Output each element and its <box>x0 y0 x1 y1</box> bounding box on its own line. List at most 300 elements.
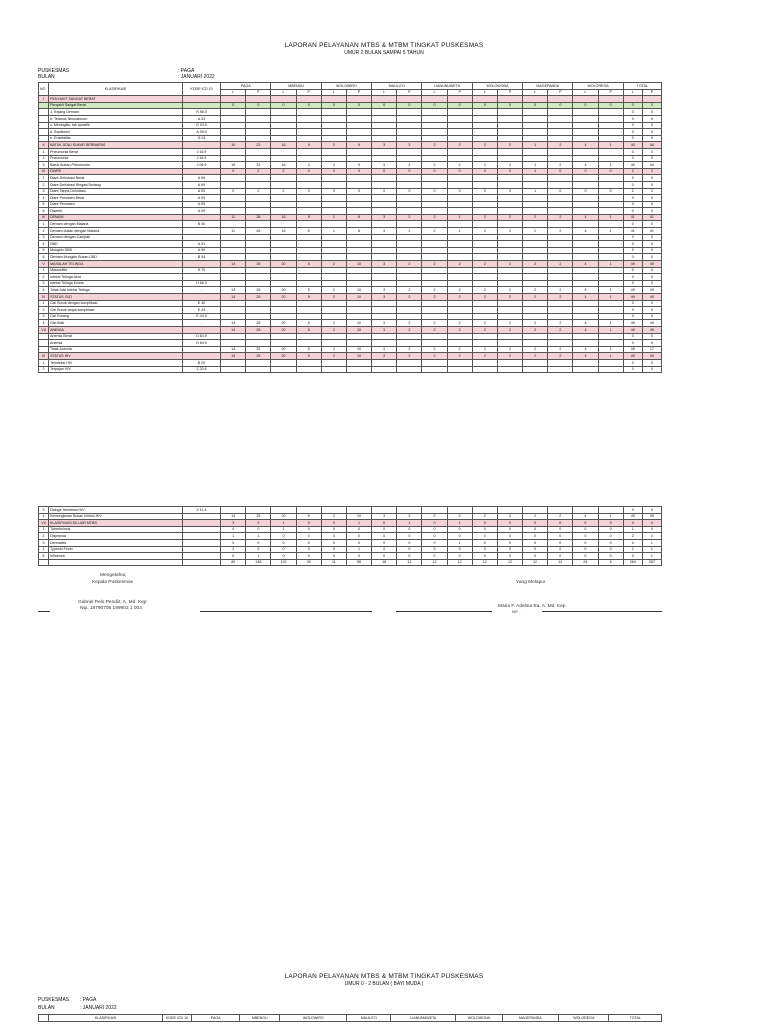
row-value: 24 <box>573 559 598 566</box>
row-value: 0 <box>623 553 642 560</box>
row-value <box>548 313 573 320</box>
row-value: 2 <box>523 287 548 294</box>
row-value <box>271 241 296 248</box>
row-no: III <box>39 168 49 175</box>
row-value <box>296 129 321 136</box>
row-value: 2 <box>271 168 296 175</box>
row-value <box>221 195 246 202</box>
row-value <box>321 241 346 248</box>
col-village: MBENGU <box>271 83 321 90</box>
row-kode <box>182 513 220 520</box>
row-value <box>246 507 271 514</box>
row-value: 2 <box>422 228 447 235</box>
row-value: 0 <box>296 102 321 109</box>
row-value: 0 <box>598 539 623 546</box>
row-value <box>523 148 548 155</box>
row-value <box>598 254 623 261</box>
row-no: VI <box>39 294 49 301</box>
row-value <box>321 366 346 373</box>
col-total-2: TOTAL <box>609 1015 662 1022</box>
row-value: 0 <box>246 546 271 553</box>
row-klasifikasi: Demam dengan Malaria <box>49 221 183 228</box>
row-value <box>523 300 548 307</box>
row-value <box>346 135 371 142</box>
row-value: 2 <box>523 261 548 268</box>
row-value <box>346 267 371 274</box>
row-value: 49 <box>623 294 642 301</box>
row-value <box>472 307 497 314</box>
row-value: 0 <box>296 188 321 195</box>
row-value <box>296 135 321 142</box>
row-value: 14 <box>221 287 246 294</box>
row-no: 4 <box>39 513 49 520</box>
row-value: 0 <box>598 188 623 195</box>
row-klasifikasi: DBD <box>49 241 183 248</box>
col-p: P <box>397 89 422 96</box>
row-value: 2 <box>447 513 472 520</box>
row-kode <box>182 274 220 281</box>
row-value <box>548 208 573 215</box>
row-kode: A 91 <box>182 241 220 248</box>
row-value <box>573 208 598 215</box>
row-value: 10 <box>346 294 371 301</box>
row-value: 0 <box>642 181 661 188</box>
row-value: 0 <box>642 109 661 116</box>
row-value: 25 <box>246 294 271 301</box>
row-value <box>346 359 371 366</box>
row-value: 20 <box>271 353 296 360</box>
row-value <box>472 201 497 208</box>
row-value: 2 <box>447 353 472 360</box>
row-value <box>447 129 472 136</box>
row-value: 284 <box>623 559 642 566</box>
row-value <box>523 122 548 129</box>
row-klasifikasi: Terpajan HIV <box>49 366 183 373</box>
row-value <box>422 148 447 155</box>
row-value: 0 <box>642 307 661 314</box>
row-value <box>497 234 522 241</box>
row-value <box>573 181 598 188</box>
row-value <box>271 234 296 241</box>
row-value <box>447 122 472 129</box>
sign-left-name: Gabriel Pelo Pendiit, A. Md. Kep <box>78 600 147 605</box>
row-value: 2 <box>321 326 346 333</box>
row-klasifikasi: Typhoid Fever <box>49 546 183 553</box>
row-value: 0 <box>623 201 642 208</box>
row-value: 1 <box>271 526 296 533</box>
row-value <box>497 307 522 314</box>
row-value <box>372 181 397 188</box>
row-value <box>472 241 497 248</box>
row-value: 2 <box>523 326 548 333</box>
row-value: 3 <box>372 228 397 235</box>
row-klasifikasi: Mungkin DBD <box>49 247 183 254</box>
row-value: 0 <box>321 533 346 540</box>
sign-left-1: Mengetahui, <box>100 573 127 578</box>
row-value <box>497 148 522 155</box>
row-value <box>472 274 497 281</box>
row-value: 0 <box>397 168 422 175</box>
row-klasifikasi: MASALAH TELINGA <box>49 261 183 268</box>
row-value <box>221 241 246 248</box>
row-value: 0 <box>397 553 422 560</box>
row-klasifikasi: Gizi Kurang <box>49 313 183 320</box>
row-value: 0 <box>497 553 522 560</box>
row-value: 49 <box>642 320 661 327</box>
row-value <box>548 267 573 274</box>
row-value <box>221 280 246 287</box>
row-value <box>346 96 371 103</box>
row-value <box>548 181 573 188</box>
row-value <box>573 366 598 373</box>
row-value: 20 <box>271 346 296 353</box>
row-value: 0 <box>497 526 522 533</box>
row-value <box>346 247 371 254</box>
row-klasifikasi: c. Meningitis, tak spesifik <box>49 122 183 129</box>
row-kode <box>182 214 220 221</box>
row-value: 3 <box>372 346 397 353</box>
row-value <box>246 96 271 103</box>
row-value <box>548 96 573 103</box>
row-no <box>39 333 49 340</box>
table-row <box>39 346 662 353</box>
row-value: 49 <box>642 353 661 360</box>
row-value: 1 <box>642 546 661 553</box>
row-value <box>422 307 447 314</box>
row-value: 40 <box>623 142 642 149</box>
row-value: 2 <box>472 294 497 301</box>
row-value: 4 <box>573 162 598 169</box>
row-kode: A 33 <box>182 115 220 122</box>
row-value <box>321 313 346 320</box>
table-row <box>39 526 662 533</box>
row-value <box>548 359 573 366</box>
col-kode: KODE ICD 10 <box>182 83 220 96</box>
row-value <box>221 115 246 122</box>
row-value: 2 <box>548 320 573 327</box>
row-value: 2 <box>321 142 346 149</box>
row-value: 0 <box>623 313 642 320</box>
row-value <box>372 247 397 254</box>
row-value <box>497 135 522 142</box>
row-kode: Z 20.6 <box>182 366 220 373</box>
row-value: 0 <box>372 526 397 533</box>
row-kode: A 09 <box>182 175 220 182</box>
row-value: 1 <box>447 539 472 546</box>
row-value <box>422 96 447 103</box>
row-kode <box>182 539 220 546</box>
row-value <box>422 247 447 254</box>
row-kode <box>182 546 220 553</box>
row-value <box>598 135 623 142</box>
row-value <box>321 234 346 241</box>
col-l: L <box>221 89 246 96</box>
row-value: 2 <box>548 142 573 149</box>
row-value: 0 <box>497 188 522 195</box>
row-value: 0 <box>321 546 346 553</box>
row-klasifikasi: STATUS GIZI <box>49 294 183 301</box>
row-value <box>598 280 623 287</box>
table-row <box>39 142 662 149</box>
row-value: 2 <box>497 287 522 294</box>
puskesmas-value-2: : PAGA <box>80 997 97 1003</box>
row-value: 4 <box>573 294 598 301</box>
row-value: 0 <box>623 241 642 248</box>
row-value <box>296 333 321 340</box>
row-value: 4 <box>573 326 598 333</box>
row-value: 2 <box>246 168 271 175</box>
row-no <box>39 102 49 109</box>
row-value <box>246 241 271 248</box>
row-value <box>598 129 623 136</box>
row-value: 9 <box>346 162 371 169</box>
row-value <box>346 333 371 340</box>
row-value <box>497 155 522 162</box>
row-value <box>397 507 422 514</box>
row-kode: D 64.9 <box>182 340 220 347</box>
row-value: 2 <box>321 294 346 301</box>
row-value: 23 <box>246 142 271 149</box>
row-value <box>346 181 371 188</box>
row-value: 0 <box>321 520 346 527</box>
row-klasifikasi: Anemia <box>49 340 183 347</box>
row-value <box>346 313 371 320</box>
row-value: 0 <box>472 520 497 527</box>
row-value <box>397 122 422 129</box>
row-value <box>447 247 472 254</box>
row-value: 119 <box>271 559 296 566</box>
col-l: L <box>422 89 447 96</box>
row-value: 1 <box>346 546 371 553</box>
row-klasifikasi: Gizi Buruk dengan komplikasi <box>49 300 183 307</box>
row-value <box>221 96 246 103</box>
row-value: 0 <box>623 539 642 546</box>
row-kode <box>182 102 220 109</box>
col-village-2: WOLOWIRO <box>280 1015 347 1022</box>
puskesmas-label-2: PUSKESMAS <box>38 997 70 1003</box>
row-no <box>39 129 49 136</box>
row-value: 0 <box>422 520 447 527</box>
row-kode: A 09 <box>182 188 220 195</box>
row-value: 2 <box>472 142 497 149</box>
row-value <box>573 234 598 241</box>
row-kode <box>182 168 220 175</box>
row-value <box>221 247 246 254</box>
row-kode: - <box>182 287 220 294</box>
row-value <box>221 307 246 314</box>
row-value <box>246 280 271 287</box>
row-klasifikasi: Batuk Bukan Pneumonia <box>49 162 183 169</box>
row-value <box>548 366 573 373</box>
row-value: 4 <box>573 142 598 149</box>
row-value: 0 <box>523 533 548 540</box>
row-value: 0 <box>642 155 661 162</box>
row-value <box>523 234 548 241</box>
row-value: 0 <box>523 546 548 553</box>
row-value: 1 <box>642 539 661 546</box>
row-value: 44 <box>642 162 661 169</box>
row-value: 2 <box>321 261 346 268</box>
row-value <box>296 122 321 129</box>
row-value <box>296 340 321 347</box>
row-value: 2 <box>422 162 447 169</box>
row-value <box>271 195 296 202</box>
row-klasifikasi: Pneumonia Berat <box>49 148 183 155</box>
row-value: 0 <box>623 340 642 347</box>
row-value: 2 <box>422 261 447 268</box>
row-value <box>523 96 548 103</box>
row-value: 0 <box>642 241 661 248</box>
row-value: 3 <box>372 162 397 169</box>
col-village: MAGEPANDA <box>523 83 573 90</box>
row-value <box>221 340 246 347</box>
row-value <box>598 181 623 188</box>
row-value <box>221 181 246 188</box>
row-value: 0 <box>472 546 497 553</box>
row-value: 0 <box>623 109 642 116</box>
row-value <box>598 274 623 281</box>
row-value: 2 <box>497 162 522 169</box>
row-value: 1 <box>598 326 623 333</box>
table-row <box>39 326 662 333</box>
row-value: 11 <box>221 214 246 221</box>
row-value: 0 <box>372 546 397 553</box>
row-value <box>271 115 296 122</box>
row-value: 0 <box>642 148 661 155</box>
row-value <box>447 195 472 202</box>
row-value: 0 <box>642 366 661 373</box>
row-no: 2 <box>39 533 49 540</box>
row-value <box>397 175 422 182</box>
row-klasifikasi <box>49 559 183 566</box>
col-village: MAULO'O <box>372 83 422 90</box>
row-value: 2 <box>447 294 472 301</box>
bulan-value: : JANUARI 2022 <box>178 74 215 80</box>
table-row <box>39 294 662 301</box>
col-total: TOTAL <box>623 83 661 90</box>
row-value <box>271 280 296 287</box>
table-row <box>39 353 662 360</box>
row-value <box>447 254 472 261</box>
col-village-2: WOLOWONA <box>456 1015 502 1022</box>
row-value <box>523 280 548 287</box>
row-value: 0 <box>296 539 321 546</box>
row-value <box>321 359 346 366</box>
row-value <box>573 148 598 155</box>
row-value: 1 <box>598 214 623 221</box>
row-value: 0 <box>397 102 422 109</box>
row-value: 3 <box>372 353 397 360</box>
row-value <box>321 129 346 136</box>
row-value <box>497 333 522 340</box>
row-value <box>296 109 321 116</box>
row-value <box>573 195 598 202</box>
row-value: 2 <box>497 142 522 149</box>
row-value <box>271 267 296 274</box>
row-value <box>422 241 447 248</box>
row-value <box>548 175 573 182</box>
row-value <box>372 313 397 320</box>
row-value <box>346 201 371 208</box>
row-value: 0 <box>573 168 598 175</box>
col-village-2: LIANUNUWETA <box>391 1015 456 1022</box>
row-value: 0 <box>422 539 447 546</box>
row-kode: J 18.9 <box>182 155 220 162</box>
row-value <box>447 201 472 208</box>
row-value: 2 <box>497 228 522 235</box>
row-value: 0 <box>642 267 661 274</box>
row-value <box>271 313 296 320</box>
row-value: 1 <box>598 162 623 169</box>
row-value: 0 <box>246 539 271 546</box>
row-value: 2 <box>397 513 422 520</box>
row-value <box>497 254 522 261</box>
row-value: 0 <box>447 526 472 533</box>
row-value: 0 <box>472 168 497 175</box>
row-value <box>472 221 497 228</box>
row-kode: A 09 <box>182 195 220 202</box>
row-kode <box>182 234 220 241</box>
row-no: IV <box>39 214 49 221</box>
row-kode <box>182 526 220 533</box>
row-value <box>598 507 623 514</box>
row-value: 4 <box>573 513 598 520</box>
row-value: 5 <box>296 214 321 221</box>
row-value <box>321 507 346 514</box>
table-row <box>39 96 662 103</box>
row-value <box>472 181 497 188</box>
row-value: 20 <box>271 513 296 520</box>
row-value: 0 <box>422 553 447 560</box>
row-value <box>271 135 296 142</box>
row-value <box>523 109 548 116</box>
row-value: 25 <box>246 261 271 268</box>
table-row <box>39 261 662 268</box>
row-value: 9 <box>346 142 371 149</box>
row-value <box>296 155 321 162</box>
row-value: 2 <box>472 214 497 221</box>
row-value <box>321 201 346 208</box>
row-value: 10 <box>221 162 246 169</box>
row-value <box>221 135 246 142</box>
row-kode: J 06.9 <box>182 162 220 169</box>
row-value: 0 <box>642 201 661 208</box>
row-value <box>397 201 422 208</box>
row-value <box>372 155 397 162</box>
row-value <box>246 313 271 320</box>
row-value: 2 <box>548 261 573 268</box>
sign-line-right-a <box>396 611 492 612</box>
row-value: 2 <box>321 353 346 360</box>
row-value: 0 <box>447 188 472 195</box>
row-value: 4 <box>642 520 661 527</box>
col-p: P <box>548 89 573 96</box>
row-value: 3 <box>372 261 397 268</box>
row-value <box>472 155 497 162</box>
row-no: 4 <box>39 546 49 553</box>
row-value: 0 <box>447 546 472 553</box>
row-value <box>447 208 472 215</box>
row-value <box>246 333 271 340</box>
row-kode <box>182 228 220 235</box>
row-value <box>221 313 246 320</box>
row-value: 0 <box>623 254 642 261</box>
row-kode <box>182 353 220 360</box>
row-value: 0 <box>523 520 548 527</box>
row-value <box>271 148 296 155</box>
row-value: 0 <box>573 546 598 553</box>
row-value <box>573 221 598 228</box>
